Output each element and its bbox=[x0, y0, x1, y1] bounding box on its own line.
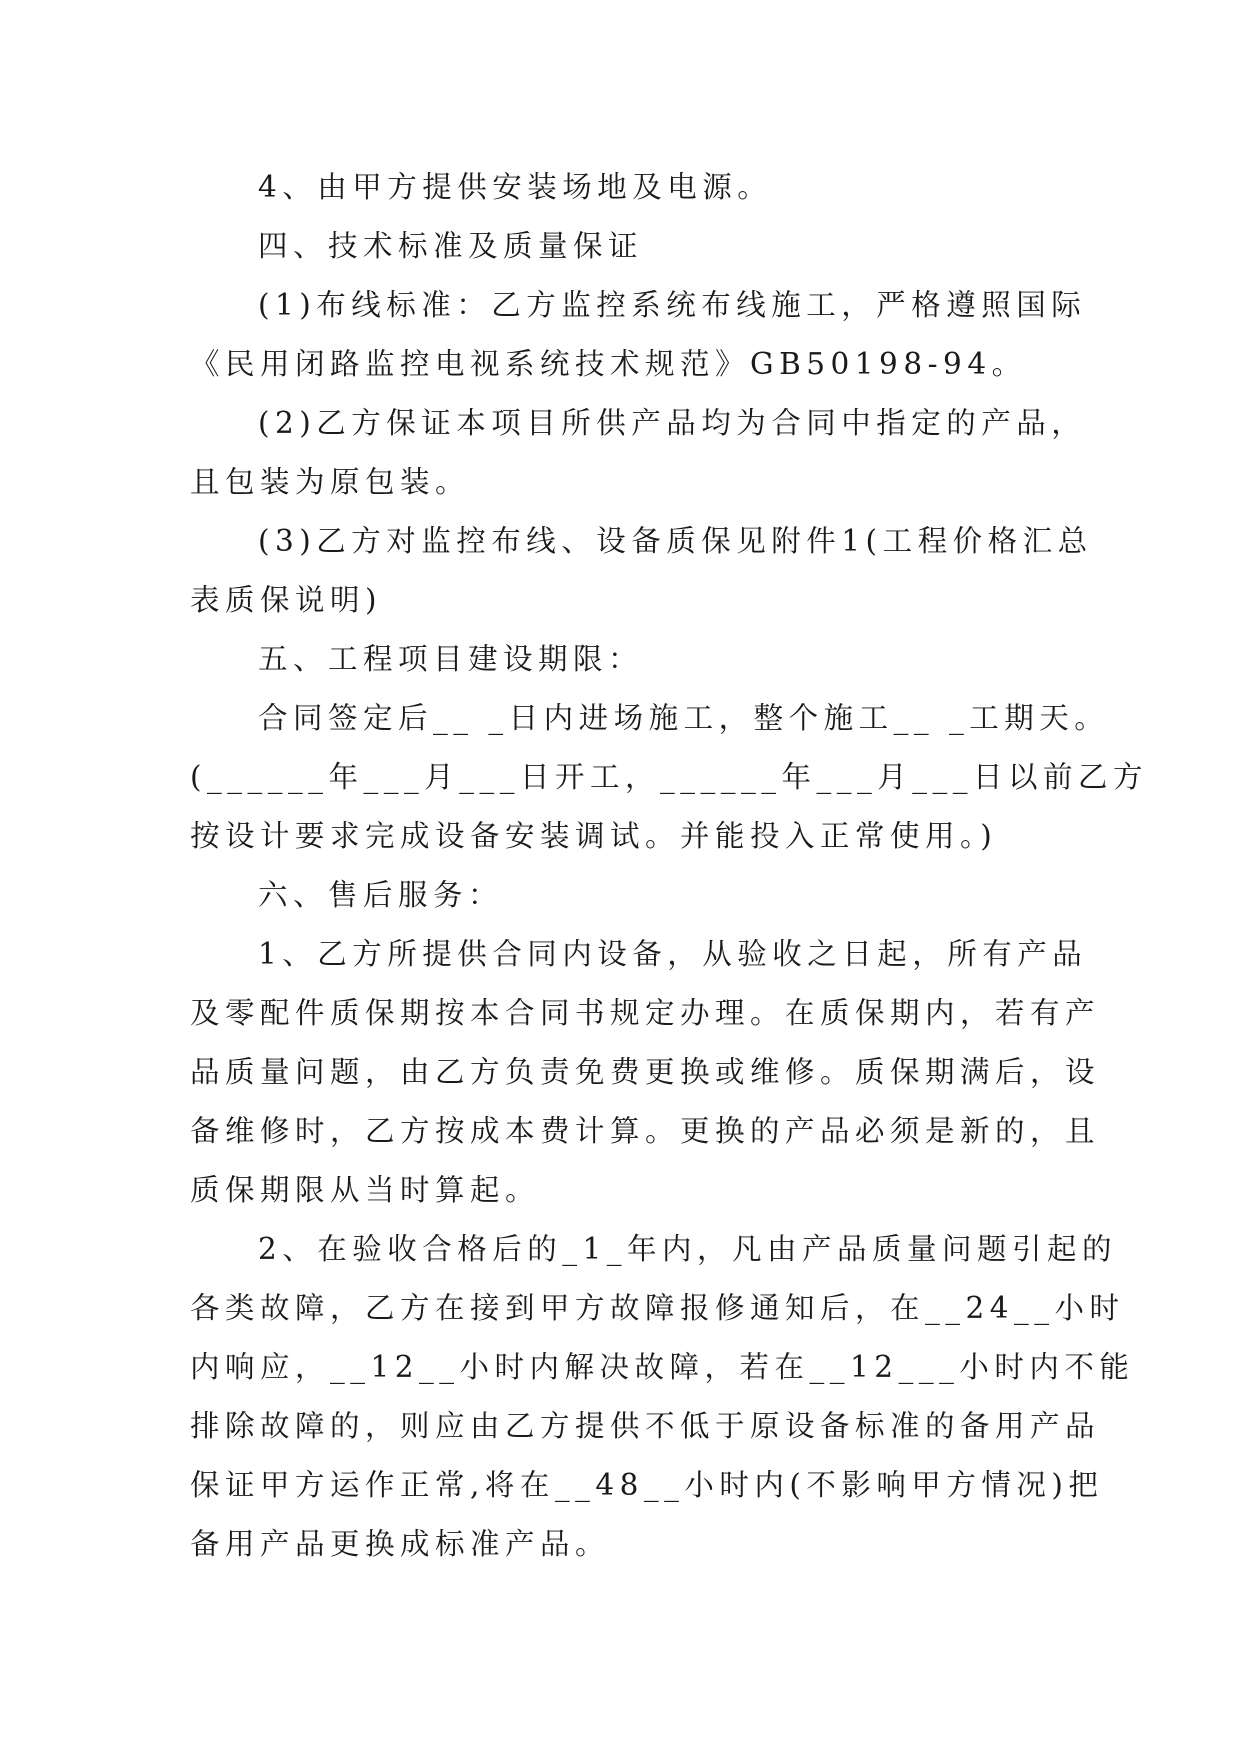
text-line: 质保期限从当时算起。 bbox=[190, 1173, 541, 1207]
text-line: 备用产品更换成标准产品。 bbox=[190, 1527, 611, 1561]
text-line: 备维修时，乙方按成本费计算。更换的产品必须是新的，且 bbox=[190, 1114, 1101, 1148]
text-line: (______年___月___日开工，______年___月___日以前乙方 bbox=[190, 760, 1149, 794]
text-line: 排除故障的，则应由乙方提供不低于原设备标准的备用产品 bbox=[190, 1409, 1101, 1443]
text-line: 品质量问题，由乙方负责免费更换或维修。质保期满后，设 bbox=[190, 1055, 1101, 1089]
text-line: 合同签定后__ _日内进场施工，整个施工__ _工期天。 bbox=[258, 701, 1110, 735]
text-line: 保证甲方运作正常,将在__48__小时内(不影响甲方情况)把 bbox=[190, 1468, 1104, 1502]
text-line: 各类故障，乙方在接到甲方故障报修通知后，在__24__小时 bbox=[190, 1291, 1125, 1325]
text-line: 1、乙方所提供合同内设备，从验收之日起，所有产品 bbox=[258, 937, 1088, 971]
text-line: (1)布线标准：乙方监控系统布线施工，严格遵照国际 bbox=[258, 288, 1087, 322]
text-line: 按设计要求完成设备安装调试。并能投入正常使用。) bbox=[190, 819, 998, 853]
section-heading-technical-standards: 四、技术标准及质量保证 bbox=[258, 229, 644, 263]
document-body bbox=[190, 158, 1149, 1574]
section-heading-construction-period: 五、工程项目建设期限： bbox=[258, 642, 644, 676]
text-line: 《民用闭路监控电视系统技术规范》GB50198-94。 bbox=[190, 347, 1027, 381]
text-line: (2)乙方保证本项目所供产品均为合同中指定的产品， bbox=[258, 406, 1087, 440]
text-line: 4、由甲方提供安装场地及电源。 bbox=[258, 170, 773, 204]
text-line: (3)乙方对监控布线、设备质保见附件1(工程价格汇总 bbox=[258, 524, 1093, 558]
section-heading-after-sales: 六、售后服务： bbox=[258, 878, 504, 912]
text-line: 表质保说明) bbox=[190, 583, 383, 617]
text-line: 且包装为原包装。 bbox=[190, 465, 471, 499]
text-line: 内响应，__12__小时内解决故障，若在__12___小时内不能 bbox=[190, 1350, 1135, 1384]
text-line: 及零配件质保期按本合同书规定办理。在质保期内，若有产 bbox=[190, 996, 1101, 1030]
text-line: 2、在验收合格后的_1_年内，凡由产品质量问题引起的 bbox=[258, 1232, 1118, 1266]
